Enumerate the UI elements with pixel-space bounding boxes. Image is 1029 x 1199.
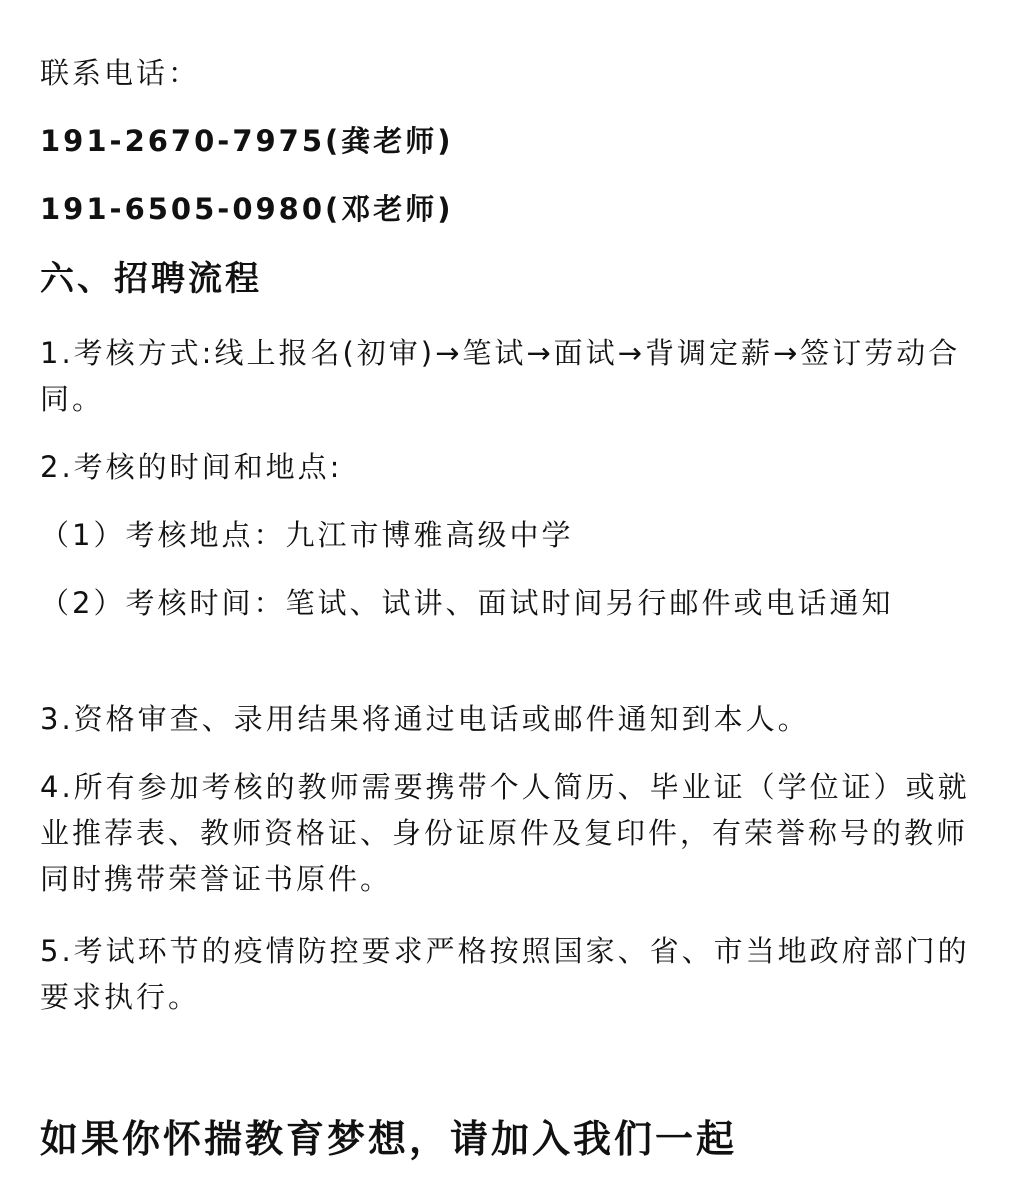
process-item-2: 2.考核的时间和地点: bbox=[40, 450, 343, 484]
closing-slogan: 如果你怀揣教育梦想，请加入我们一起 bbox=[40, 1117, 738, 1161]
process-item-3: 3.资格审查、录用结果将通过电话或邮件通知到本人。 bbox=[40, 702, 810, 736]
contact-label: 联系电话： bbox=[40, 56, 201, 90]
process-item-2-time: （2）考核时间：笔试、试讲、面试时间另行邮件或电话通知 bbox=[40, 586, 894, 620]
process-item-2-location: （1）考核地点：九江市博雅高级中学 bbox=[40, 518, 574, 552]
process-item-5: 5.考试环节的疫情防控要求严格按照国家、省、市当地政府部门的要求执行。 bbox=[40, 934, 970, 1014]
phone-deng: 191-6505-0980(邓老师) bbox=[40, 192, 454, 226]
process-item-4: 4.所有参加考核的教师需要携带个人简历、毕业证（学位证）或就业推荐表、教师资格证、身份证原件及复印件，有荣誉称号的教师同时携带荣誉证书原件。 bbox=[40, 770, 970, 896]
section-heading-recruitment-process: 六、招聘流程 bbox=[40, 259, 262, 299]
process-item-1: 1.考核方式:线上报名(初审)→笔试→面试→背调定薪→签订劳动合同。 bbox=[40, 336, 961, 416]
phone-gong: 191-2670-7975(龚老师) bbox=[40, 124, 454, 158]
